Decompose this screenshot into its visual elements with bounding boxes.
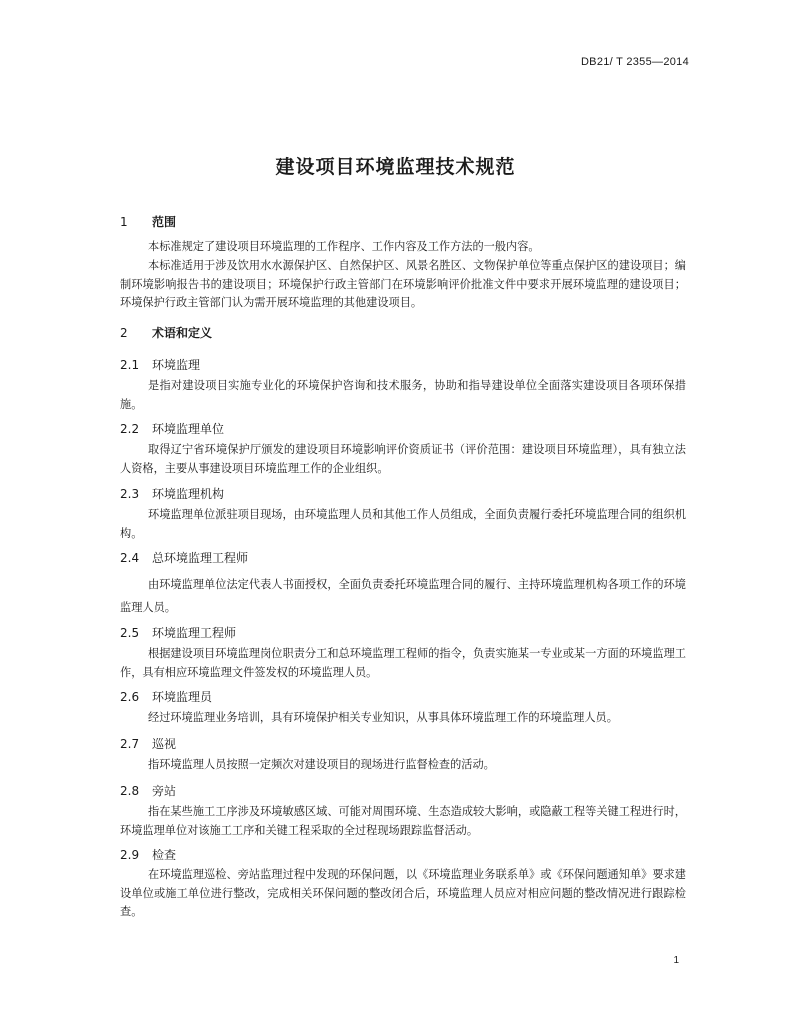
term-2-3-heading	[120, 485, 224, 502]
term-2-5-definition: 根据建设项目环境监理岗位职责分工和总环境监理工程师的指令，负责实施某一专业或某一方面的环境监理工作，具有相应环境监理文件签发权的环境监理人员。	[120, 647, 686, 679]
section-2-heading	[120, 324, 212, 341]
section-title: 范围	[152, 215, 177, 229]
term-number: 2.6	[120, 690, 140, 704]
term-title: 环境监理机构	[152, 487, 225, 501]
term-number: 2.7	[120, 737, 140, 751]
term-title: 总环境监理工程师	[152, 551, 249, 565]
scope-paragraph-2: 本标准适用于涉及饮用水水源保护区、自然保护区、风景名胜区、文物保护单位等重点保护区的建设项目；编制环境影响报告书的建设项目；环境保护行政主管部门在环境影响评价批准文件中要求开展环境监理的建设项目；环境保护行政主管部门认为需开展环境监理的其他建设项目。	[120, 259, 686, 309]
term-2-4-heading	[120, 549, 248, 566]
term-title: 旁站	[152, 784, 177, 798]
term-title: 检查	[152, 848, 177, 862]
term-2-9-heading	[120, 846, 176, 863]
term-2-9-definition: 在环境监理巡检、旁站监理过程中发现的环保问题，以《环境监理业务联系单》或《环保问题通知单》要求建设单位或施工单位进行整改，完成相关环保问题的整改闭合后，环境监理人员应对相应问题的整改情况进行跟踪检查。	[120, 868, 686, 918]
term-2-7-definition: 指环境监理人员按照一定频次对建设项目的现场进行监督检查的活动。	[148, 758, 495, 771]
term-2-6-heading	[120, 688, 212, 705]
term-2-2-definition: 取得辽宁省环境保护厅颁发的建设项目环境影响评价资质证书（评价范围：建设项目环境监理），具有独立法人资格，主要从事建设项目环境监理工作的企业组织。	[120, 443, 686, 475]
term-2-7-heading	[120, 735, 176, 752]
scope-paragraph-1: 本标准规定了建设项目环境监理的工作程序、工作内容及工作方法的一般内容。	[148, 240, 540, 253]
section-number: 2	[120, 326, 128, 340]
term-2-8-heading	[120, 782, 176, 799]
term-2-2-heading	[120, 420, 224, 437]
term-title: 环境监理员	[152, 690, 213, 704]
term-title: 环境监理单位	[152, 422, 225, 436]
term-number: 2.2	[120, 422, 140, 436]
section-title: 术语和定义	[152, 326, 213, 340]
term-number: 2.9	[120, 848, 140, 862]
term-2-6-definition: 经过环境监理业务培训，具有环境保护相关专业知识，从事具体环境监理工作的环境监理人员。	[148, 711, 618, 724]
page-number: 1	[673, 955, 679, 966]
term-number: 2.1	[120, 358, 140, 372]
term-2-5-heading	[120, 624, 236, 641]
document-title: 建设项目环境监理技术规范	[275, 156, 516, 178]
document-code: DB21/ T 2355—2014	[580, 56, 689, 68]
term-number: 2.3	[120, 487, 140, 501]
term-2-1-heading	[120, 356, 200, 373]
term-2-3-definition: 环境监理单位派驻项目现场，由环境监理人员和其他工作人员组成，全面负责履行委托环境监理合同的组织机构。	[120, 508, 686, 540]
term-number: 2.8	[120, 784, 140, 798]
term-number: 2.5	[120, 626, 140, 640]
term-2-8-definition: 指在某些施工工序涉及环境敏感区域、可能对周围环境、生态造成较大影响，或隐蔽工程等关键工程进行时，环境监理单位对该施工工序和关键工程采取的全过程现场跟踪监督活动。	[120, 805, 686, 837]
term-title: 环境监理	[152, 358, 201, 372]
term-title: 巡视	[152, 737, 177, 751]
term-2-1-definition: 是指对建设项目实施专业化的环境保护咨询和技术服务，协助和指导建设单位全面落实建设项目各项环保措施。	[120, 379, 686, 411]
term-title: 环境监理工程师	[152, 626, 237, 640]
section-number: 1	[120, 215, 128, 229]
term-number: 2.4	[120, 551, 140, 565]
term-2-4-definition: 由环境监理单位法定代表人书面授权，全面负责委托环境监理合同的履行、主持环境监理机构各项工作的环境监理人员。	[120, 578, 686, 614]
section-1-heading	[120, 213, 176, 230]
